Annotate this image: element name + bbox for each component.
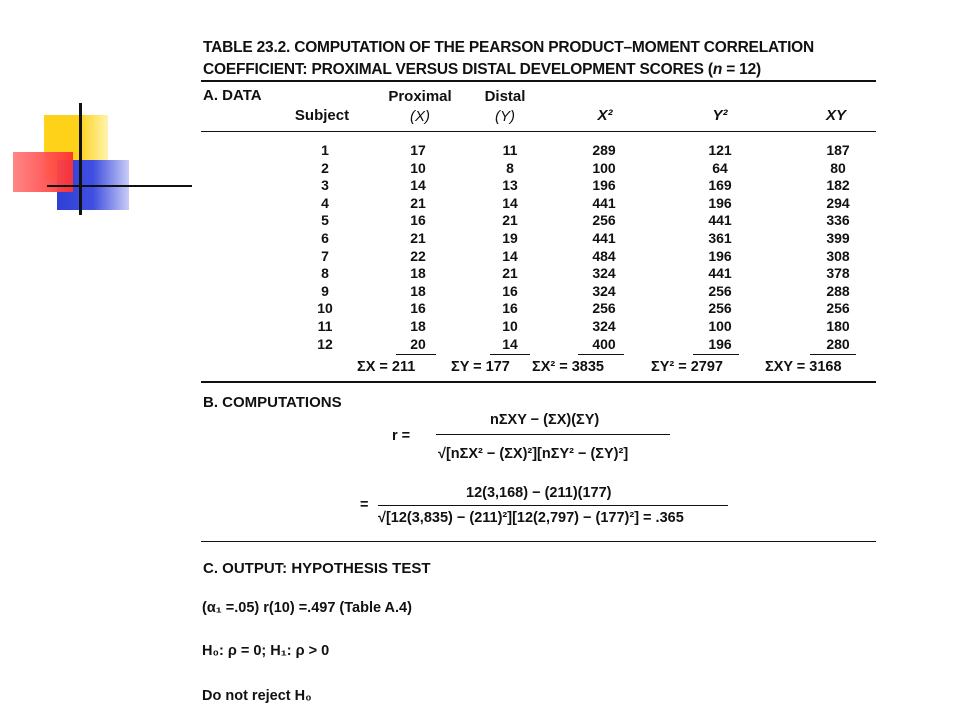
table-cell-y: 21 xyxy=(502,212,518,229)
table-cell-xy: 399 xyxy=(826,229,850,246)
table-cell-x: 16 xyxy=(410,212,426,229)
table-cell-x: 20 xyxy=(410,335,426,352)
table-cell-subject: 10 xyxy=(317,300,333,317)
column-x-squared xyxy=(584,142,624,353)
table-cell-xy: 294 xyxy=(826,194,850,211)
table-cell-y2: 196 xyxy=(708,247,732,264)
table-cell-x2: 256 xyxy=(592,300,616,317)
sum-underline-x2 xyxy=(578,354,624,355)
table-cell-y2: 121 xyxy=(708,142,732,158)
table-cell-y2: 196 xyxy=(708,335,732,352)
table-cell-x: 21 xyxy=(410,229,426,246)
sum-underline-xy xyxy=(810,354,856,355)
table-cell-xy: 308 xyxy=(826,247,850,264)
table-cell-x: 18 xyxy=(410,317,426,334)
table-cell-x2: 324 xyxy=(592,317,616,334)
column-y-squared xyxy=(700,142,740,353)
table-cell-subject: 4 xyxy=(321,194,329,211)
table-cell-xy: 180 xyxy=(826,317,850,334)
table-cell-subject: 3 xyxy=(321,177,329,194)
section-a-heading: A. DATA xyxy=(203,87,262,104)
numeric-numerator: 12(3,168) − (211)(177) xyxy=(466,485,612,501)
table-cell-xy: 182 xyxy=(826,177,850,194)
table-cell-x: 17 xyxy=(410,142,426,158)
numeric-denominator: √[12(3,835) − (211)²][12(2,797) − (177)²] = .365 xyxy=(378,510,684,526)
decorative-horizontal-line xyxy=(47,185,192,187)
table-title-line2: COEFFICIENT: PROXIMAL VERSUS DISTAL DEVELOPMENT SCORES (n = 12) xyxy=(203,61,761,78)
table-cell-subject: 7 xyxy=(321,247,329,264)
table-title-line1: TABLE 23.2. COMPUTATION OF THE PEARSON PRODUCT–MOMENT CORRELATION xyxy=(203,39,815,56)
table-cell-x2: 484 xyxy=(592,247,616,264)
table-cell-subject: 11 xyxy=(317,317,333,334)
table-cell-y: 11 xyxy=(502,142,518,158)
table-cell-subject: 9 xyxy=(321,282,329,299)
sum-y: ΣY = 177 xyxy=(451,359,510,375)
header-subject: Subject xyxy=(294,107,350,124)
table-cell-y: 16 xyxy=(502,300,518,317)
table-cell-y2: 361 xyxy=(708,229,732,246)
table-cell-x2: 256 xyxy=(592,212,616,229)
table-cell-x2: 324 xyxy=(592,265,616,282)
table-cell-subject: 12 xyxy=(317,335,333,352)
table-cell-y: 14 xyxy=(502,247,518,264)
rule-top xyxy=(201,80,876,82)
table-cell-subject: 2 xyxy=(321,159,329,176)
sum-y-squared: ΣY² = 2797 xyxy=(651,359,723,375)
column-proximal xyxy=(398,142,438,353)
table-cell-y: 14 xyxy=(502,335,518,352)
section-c-heading: C. OUTPUT: HYPOTHESIS TEST xyxy=(203,560,431,577)
decorative-vertical-line xyxy=(79,103,82,215)
table-cell-y2: 441 xyxy=(708,265,732,282)
table-cell-subject: 6 xyxy=(321,229,329,246)
table-cell-subject: 8 xyxy=(321,265,329,282)
table-cell-subject: 5 xyxy=(321,212,329,229)
table-cell-y2: 441 xyxy=(708,212,732,229)
table-cell-y: 21 xyxy=(502,265,518,282)
table-cell-xy: 80 xyxy=(830,159,846,176)
table-cell-y: 13 xyxy=(502,177,518,194)
table-cell-x: 10 xyxy=(410,159,426,176)
sum-x: ΣX = 211 xyxy=(357,359,416,375)
table-cell-x: 18 xyxy=(410,265,426,282)
table-cell-y2: 169 xyxy=(708,177,732,194)
numeric-fraction-bar xyxy=(378,505,728,506)
table-cell-subject: 1 xyxy=(321,142,329,158)
table-cell-xy: 336 xyxy=(826,212,850,229)
table-cell-x: 21 xyxy=(410,194,426,211)
table-cell-x2: 100 xyxy=(592,159,616,176)
table-cell-x: 14 xyxy=(410,177,426,194)
rule-section-a-end xyxy=(201,381,876,383)
sum-underline-x xyxy=(396,354,436,355)
formula-numerator: nΣXY − (ΣX)(ΣY) xyxy=(490,412,600,428)
table-cell-y: 14 xyxy=(502,194,518,211)
sum-x-squared: ΣX² = 3835 xyxy=(532,359,604,375)
rule-section-b-end xyxy=(201,541,876,542)
table-cell-y2: 100 xyxy=(708,317,732,334)
header-y-squared: Y² xyxy=(712,107,728,124)
table-cell-x: 16 xyxy=(410,300,426,317)
table-cell-x2: 400 xyxy=(592,335,616,352)
table-cell-x2: 289 xyxy=(592,142,616,158)
table-cell-xy: 280 xyxy=(826,335,850,352)
header-proximal: Proximal (X) xyxy=(388,88,452,125)
r-label: r = xyxy=(392,428,411,444)
table-cell-y2: 256 xyxy=(708,282,732,299)
table-cell-y: 10 xyxy=(502,317,518,334)
table-cell-x2: 441 xyxy=(592,229,616,246)
table-cell-y: 16 xyxy=(502,282,518,299)
table-cell-xy: 256 xyxy=(826,300,850,317)
column-subject xyxy=(305,142,345,353)
table-title xyxy=(203,37,814,81)
rule-header xyxy=(201,131,876,132)
header-x-squared: X² xyxy=(597,107,613,124)
table-cell-y2: 196 xyxy=(708,194,732,211)
header-xy: XY xyxy=(825,107,846,124)
table-cell-xy: 378 xyxy=(826,265,850,282)
table-cell-x2: 441 xyxy=(592,194,616,211)
table-cell-x: 22 xyxy=(410,247,426,264)
sum-underline-y2 xyxy=(693,354,739,355)
header-distal: Distal (Y) xyxy=(484,88,526,125)
column-xy xyxy=(818,142,858,353)
table-cell-y: 19 xyxy=(502,229,518,246)
formula-denominator: √[nΣX² − (ΣX)²][nΣY² − (ΣY)²] xyxy=(438,446,629,462)
table-cell-xy: 187 xyxy=(826,142,850,158)
table-cell-y: 8 xyxy=(506,159,514,176)
decision: Do not reject H₀ xyxy=(202,688,312,704)
sum-underline-y xyxy=(490,354,530,355)
table-cell-x2: 196 xyxy=(592,177,616,194)
table-cell-xy: 288 xyxy=(826,282,850,299)
sum-xy: ΣXY = 3168 xyxy=(765,359,842,375)
table-cell-x: 18 xyxy=(410,282,426,299)
table-cell-y2: 256 xyxy=(708,300,732,317)
section-b-heading: B. COMPUTATIONS xyxy=(203,394,342,411)
critical-value: (α₁ =.05) r(10) =.497 (Table A.4) xyxy=(202,600,412,616)
column-distal xyxy=(490,142,530,353)
hypotheses: H₀: ρ = 0; H₁: ρ > 0 xyxy=(202,643,330,659)
table-cell-y2: 64 xyxy=(712,159,728,176)
formula-fraction-bar xyxy=(436,434,670,435)
table-cell-x2: 324 xyxy=(592,282,616,299)
equals-sign: = xyxy=(360,497,369,513)
